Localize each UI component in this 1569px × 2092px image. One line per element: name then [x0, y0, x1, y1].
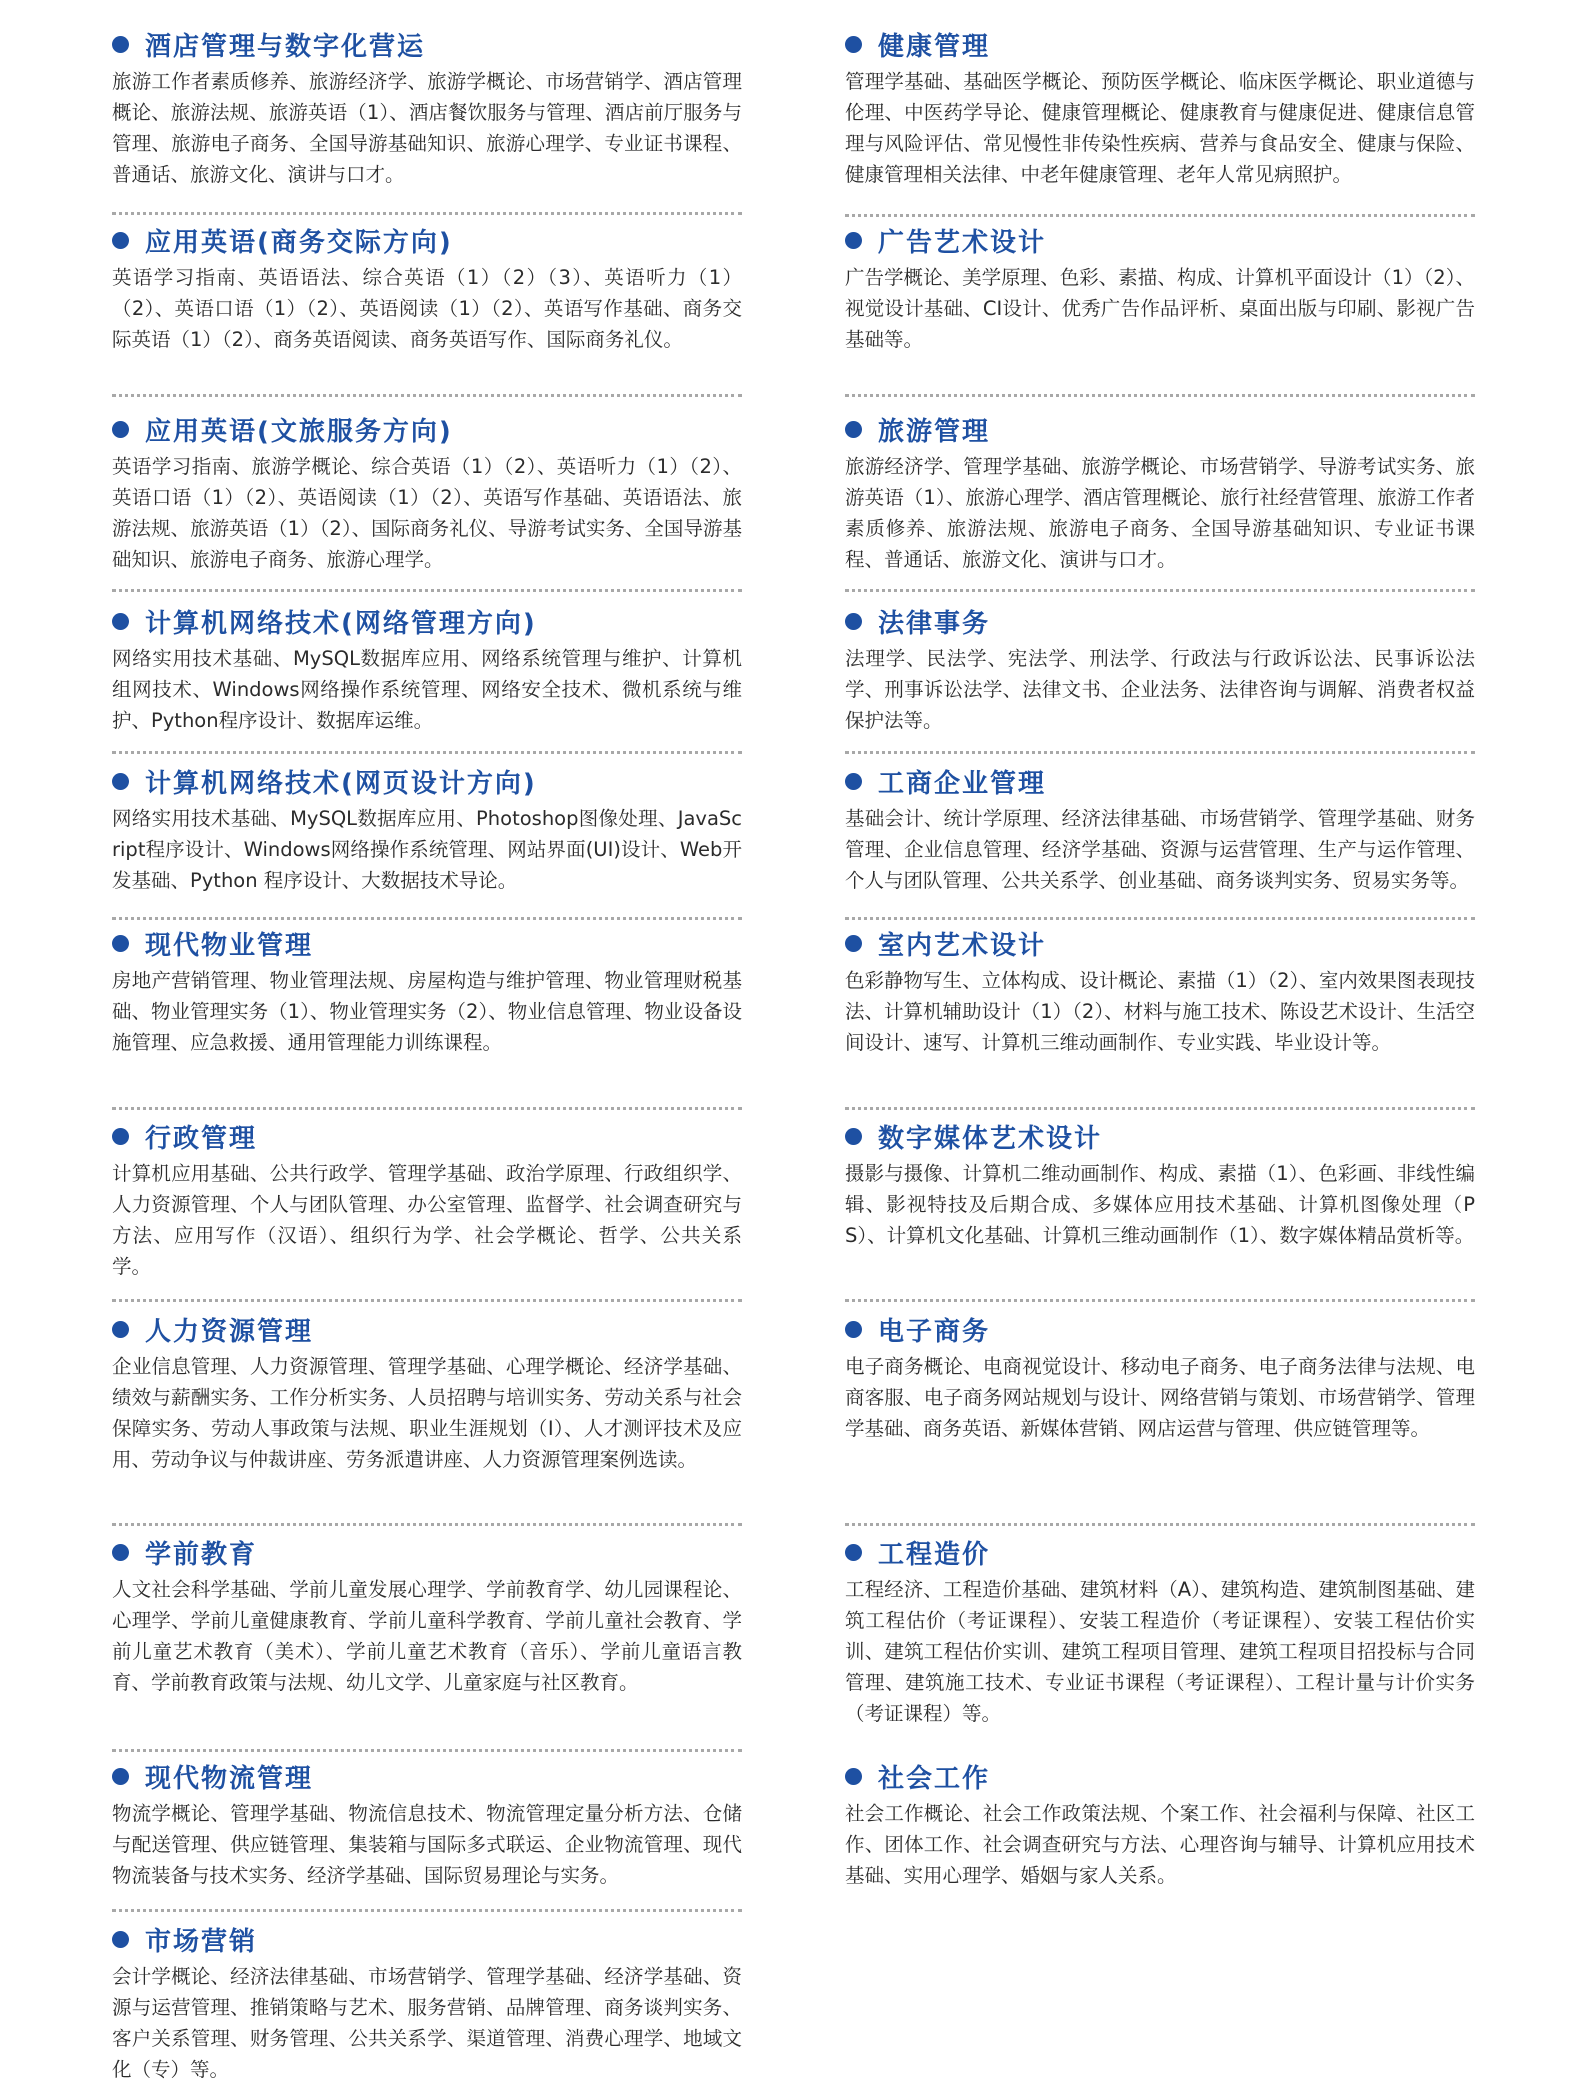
- section-header: [845, 601, 1475, 641]
- section-title: 工程造价: [878, 1539, 991, 1570]
- section-header: [112, 24, 742, 64]
- section-title: 计算机网络技术(网络管理方向): [145, 608, 537, 639]
- major-section: [845, 220, 1475, 355]
- course-list: 企业信息管理、人力资源管理、管理学基础、心理学概论、经济学基础、绩效与薪酬实务、工作分析实务、人员招聘与培训实务、劳动关系与社会保障实务、劳动人事政策与法规、职业生涯规划（I）、人才测评技术及应用、劳动争议与仲裁讲座、劳务派遣讲座、人力资源管理案例选读。: [112, 1355, 742, 1471]
- major-section: [112, 1309, 742, 1475]
- course-list: 色彩静物写生、立体构成、设计概论、素描（1）（2）、室内效果图表现技法、计算机辅助设计（1）（2）、材料与施工技术、陈设艺术设计、生活空间设计、速写、计算机三维动画制作、专业实践、毕业设计等。: [845, 969, 1475, 1054]
- course-list: 广告学概论、美学原理、色彩、素描、构成、计算机平面设计（1）（2）、视觉设计基础、CI设计、优秀广告作品评析、桌面出版与印刷、影视广告基础等。: [845, 266, 1475, 351]
- major-section: [845, 1756, 1475, 1891]
- section-divider: [845, 214, 1475, 217]
- section-title: 现代物流管理: [145, 1763, 314, 1794]
- course-list: 工程经济、工程造价基础、建筑材料（A）、建筑构造、建筑制图基础、建筑工程估价（考证课程）、安装工程造价（考证课程）、安装工程估价实训、建筑工程估价实训、建筑工程项目管理、建筑工程项目招投标与合同管理、建筑施工技术、专业证书课程（考证课程）、工程计量与计价实务（考证课程）等。: [845, 1578, 1475, 1725]
- major-section: [112, 1116, 742, 1282]
- course-list: 房地产营销管理、物业管理法规、房屋构造与维护管理、物业管理财税基础、物业管理实务（1）、物业管理实务（2）、物业信息管理、物业设备设施管理、应急救援、通用管理能力训练课程。: [112, 969, 742, 1054]
- major-section: [112, 220, 742, 355]
- section-divider: [112, 212, 742, 215]
- course-list: 电子商务概论、电商视觉设计、移动电子商务、电子商务法律与法规、电商客服、电子商务网站规划与设计、网络营销与策划、市场营销学、管理学基础、商务英语、新媒体营销、网店运营与管理、供应链管理等。: [845, 1355, 1475, 1440]
- major-section: [845, 923, 1475, 1058]
- bullet-icon: [112, 773, 129, 790]
- bullet-icon: [845, 232, 862, 249]
- bullet-icon: [112, 1768, 129, 1785]
- major-section: [845, 1309, 1475, 1444]
- section-title: 法律事务: [878, 608, 991, 639]
- section-title: 应用英语(文旅服务方向): [145, 416, 453, 447]
- course-list: 基础会计、统计学原理、经济法律基础、市场营销学、管理学基础、财务管理、企业信息管理、经济学基础、资源与运营管理、生产与运作管理、个人与团队管理、公共关系学、创业基础、商务谈判实务、贸易实务等。: [845, 807, 1475, 892]
- section-header: [112, 220, 742, 260]
- section-header: [845, 1532, 1475, 1572]
- section-divider: [845, 751, 1475, 754]
- section-header: [112, 1756, 742, 1796]
- section-divider: [112, 589, 742, 592]
- major-section: [112, 24, 742, 190]
- bullet-icon: [112, 613, 129, 630]
- course-list: 会计学概论、经济法律基础、市场营销学、管理学基础、经济学基础、资源与运营管理、推销策略与艺术、服务营销、品牌管理、商务谈判实务、客户关系管理、财务管理、公共关系学、渠道管理、消费心理学、地域文化（专）等。: [112, 1965, 742, 2081]
- section-header: [112, 1919, 742, 1959]
- section-title: 电子商务: [878, 1316, 991, 1347]
- section-title: 社会工作: [878, 1763, 991, 1794]
- section-divider: [845, 394, 1475, 397]
- major-section: [845, 409, 1475, 575]
- bullet-icon: [845, 773, 862, 790]
- section-divider: [112, 1909, 742, 1912]
- section-title: 计算机网络技术(网页设计方向): [145, 768, 537, 799]
- section-header: [112, 923, 742, 963]
- section-title: 旅游管理: [878, 416, 991, 447]
- course-list: 计算机应用基础、公共行政学、管理学基础、政治学原理、行政组织学、人力资源管理、个人与团队管理、办公室管理、监督学、社会调查研究与方法、应用写作（汉语）、组织行为学、社会学概论、哲学、公共关系学。: [112, 1162, 742, 1278]
- bullet-icon: [845, 935, 862, 952]
- section-divider: [112, 1523, 742, 1526]
- section-header: [845, 761, 1475, 801]
- major-section: [845, 1116, 1475, 1251]
- major-section: [845, 601, 1475, 736]
- section-divider: [845, 1107, 1475, 1110]
- section-divider: [112, 1107, 742, 1110]
- major-section: [112, 761, 742, 896]
- section-header: [845, 1756, 1475, 1796]
- section-title: 健康管理: [878, 31, 991, 62]
- course-list: 法理学、民法学、宪法学、刑法学、行政法与行政诉讼法、民事诉讼法学、刑事诉讼法学、法律文书、企业法务、法律咨询与调解、消费者权益保护法等。: [845, 647, 1475, 732]
- major-section: [845, 761, 1475, 896]
- section-title: 学前教育: [145, 1539, 258, 1570]
- section-header: [112, 1532, 742, 1572]
- section-title: 市场营销: [145, 1926, 258, 1957]
- section-header: [845, 24, 1475, 64]
- major-section: [112, 409, 742, 575]
- course-list: 旅游经济学、管理学基础、旅游学概论、市场营销学、导游考试实务、旅游英语（1）、旅游心理学、酒店管理概论、旅行社经营管理、旅游工作者素质修养、旅游法规、旅游电子商务、全国导游基础知识、专业证书课程、普通话、旅游文化、演讲与口才。: [845, 455, 1475, 571]
- section-header: [112, 1309, 742, 1349]
- bullet-icon: [112, 1321, 129, 1338]
- bullet-icon: [112, 421, 129, 438]
- bullet-icon: [845, 1544, 862, 1561]
- bullet-icon: [112, 1931, 129, 1948]
- section-header: [112, 761, 742, 801]
- section-title: 广告艺术设计: [878, 227, 1047, 258]
- section-header: [112, 409, 742, 449]
- bullet-icon: [845, 1128, 862, 1145]
- major-section: [112, 1532, 742, 1698]
- section-header: [845, 1116, 1475, 1156]
- section-title: 现代物业管理: [145, 930, 314, 961]
- course-list: 旅游工作者素质修养、旅游经济学、旅游学概论、市场营销学、酒店管理概论、旅游法规、旅游英语（1）、酒店餐饮服务与管理、酒店前厅服务与管理、旅游电子商务、全国导游基础知识、旅游心理学、专业证书课程、普通话、旅游文化、演讲与口才。: [112, 70, 742, 186]
- section-title: 人力资源管理: [145, 1316, 314, 1347]
- bullet-icon: [112, 1544, 129, 1561]
- bullet-icon: [845, 36, 862, 53]
- bullet-icon: [845, 613, 862, 630]
- section-title: 室内艺术设计: [878, 930, 1047, 961]
- section-header: [845, 1309, 1475, 1349]
- course-list: 英语学习指南、英语语法、综合英语（1）（2）（3）、英语听力（1）（2）、英语口语（1）（2）、英语阅读（1）（2）、英语写作基础、商务交际英语（1）（2）、商务英语阅读、商务英语写作、国际商务礼仪。: [112, 266, 742, 351]
- major-section: [112, 1756, 742, 1891]
- section-divider: [112, 1749, 742, 1752]
- course-list: 社会工作概论、社会工作政策法规、个案工作、社会福利与保障、社区工作、团体工作、社会调查研究与方法、心理咨询与辅导、计算机应用技术基础、实用心理学、婚姻与家人关系。: [845, 1802, 1475, 1887]
- section-divider: [845, 1299, 1475, 1302]
- section-title: 行政管理: [145, 1123, 258, 1154]
- course-list: 英语学习指南、旅游学概论、综合英语（1）（2）、英语听力（1）（2）、英语口语（1）（2）、英语阅读（1）（2）、英语写作基础、英语语法、旅游法规、旅游英语（1）（2）、国际商务礼仪、导游考试实务、全国导游基础知识、旅游电子商务、旅游心理学。: [112, 455, 742, 571]
- section-title: 应用英语(商务交际方向): [145, 227, 453, 258]
- course-list: 管理学基础、基础医学概论、预防医学概论、临床医学概论、职业道德与伦理、中医药学导论、健康管理概论、健康教育与健康促进、健康信息管理与风险评估、常见慢性非传染性疾病、营养与食品安全、健康与保险、健康管理相关法律、中老年健康管理、老年人常见病照护。: [845, 70, 1475, 186]
- bullet-icon: [845, 421, 862, 438]
- bullet-icon: [845, 1768, 862, 1785]
- course-list: 网络实用技术基础、MySQL数据库应用、网络系统管理与维护、计算机组网技术、Windows网络操作系统管理、网络安全技术、微机系统与维护、Python程序设计、数据库运维。: [112, 647, 742, 732]
- section-divider: [112, 394, 742, 397]
- major-section: [845, 24, 1475, 190]
- bullet-icon: [112, 935, 129, 952]
- section-header: [845, 923, 1475, 963]
- section-divider: [845, 1523, 1475, 1526]
- section-header: [112, 601, 742, 641]
- section-divider: [112, 917, 742, 920]
- section-title: 数字媒体艺术设计: [878, 1123, 1103, 1154]
- section-divider: [845, 589, 1475, 592]
- bullet-icon: [112, 1128, 129, 1145]
- section-divider: [845, 917, 1475, 920]
- section-title: 工商企业管理: [878, 768, 1047, 799]
- section-title: 酒店管理与数字化营运: [145, 31, 426, 62]
- section-header: [845, 220, 1475, 260]
- bullet-icon: [845, 1321, 862, 1338]
- section-header: [845, 409, 1475, 449]
- bullet-icon: [112, 36, 129, 53]
- section-divider: [112, 751, 742, 754]
- course-list: 摄影与摄像、计算机二维动画制作、构成、素描（1）、色彩画、非线性编辑、影视特技及后期合成、多媒体应用技术基础、计算机图像处理（PS）、计算机文化基础、计算机三维动画制作（1）、数字媒体精品赏析等。: [845, 1162, 1475, 1247]
- bullet-icon: [112, 232, 129, 249]
- major-section: [845, 1532, 1475, 1729]
- major-section: [112, 923, 742, 1058]
- section-divider: [112, 1299, 742, 1302]
- course-list: 人文社会科学基础、学前儿童发展心理学、学前教育学、幼儿园课程论、心理学、学前儿童健康教育、学前儿童科学教育、学前儿童社会教育、学前儿童艺术教育（美术）、学前儿童艺术教育（音乐）、学前儿童语言教育、学前教育政策与法规、幼儿文学、儿童家庭与社区教育。: [112, 1578, 742, 1694]
- major-section: [112, 601, 742, 736]
- major-section: [112, 1919, 742, 2085]
- course-list: 物流学概论、管理学基础、物流信息技术、物流管理定量分析方法、仓储与配送管理、供应链管理、集装箱与国际多式联运、企业物流管理、现代物流装备与技术实务、经济学基础、国际贸易理论与实务。: [112, 1802, 742, 1887]
- section-header: [112, 1116, 742, 1156]
- course-list: 网络实用技术基础、MySQL数据库应用、Photoshop图像处理、JavaScript程序设计、Windows网络操作系统管理、网站界面(UI)设计、Web开发基础、Python 程序设计、大数据技术导论。: [112, 807, 742, 892]
